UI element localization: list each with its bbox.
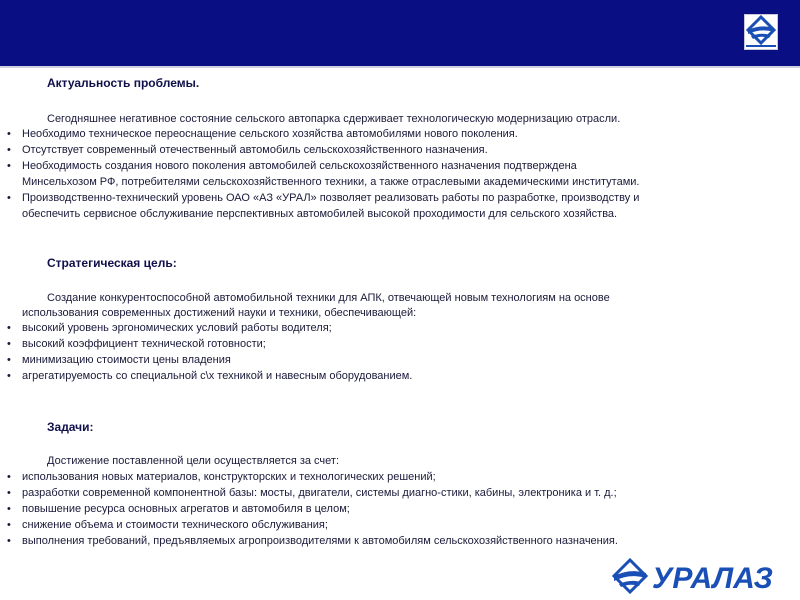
list-item: снижение объема и стоимости технического обслуживания; <box>22 519 328 531</box>
bullet-marker: • <box>7 519 11 531</box>
list-item: высокий уровень эргономических условий работы водителя; <box>22 322 332 334</box>
list-item: минимизацию стоимости цены владения <box>22 354 231 366</box>
logo-wordmark: УРАЛАЗ <box>652 562 773 594</box>
bullet-marker: • <box>7 487 11 499</box>
bullet-marker: • <box>7 144 11 156</box>
section-intro: Сегодняшнее негативное состояние сельского автопарка сдерживает технологическую модернизацию отрасли. <box>47 113 621 125</box>
list-item: использования новых материалов, конструкторских и технологических решений; <box>22 471 436 483</box>
ural-az-logo <box>612 558 794 594</box>
list-item: разработки современной компонентной базы: мосты, двигатели, системы диагно-стики, кабины, электроника и т. д.; <box>22 487 617 499</box>
bullet-marker: • <box>7 338 11 350</box>
section-heading-strategic-goal: Стратегическая цель: <box>47 256 177 270</box>
section-intro: Достижение поставленной цели осуществляется за счет: <box>47 455 340 467</box>
bullet-marker: • <box>7 370 11 382</box>
list-item: Отсутствует современный отечественный автомобиль сельскохозяйственного назначения. <box>22 144 488 156</box>
list-item: выполнения требований, предъявляемых агропроизводителями к автомобилям сельскохозяйственного назначения. <box>22 535 618 547</box>
section-heading-tasks: Задачи: <box>47 420 94 434</box>
list-item: высокий коэффициент технической готовности; <box>22 338 266 350</box>
list-item: повышение ресурса основных агрегатов и автомобиля в целом; <box>22 503 350 515</box>
section-intro-continuation: использования современных достижений науки и техники, обеспечивающей: <box>22 307 417 319</box>
bullet-marker: • <box>7 192 11 204</box>
list-item: Необходимо техническое переоснащение сельского хозяйства автомобилями нового поколения. <box>22 128 518 140</box>
bullet-marker: • <box>7 354 11 366</box>
section-heading-relevance: Актуальность проблемы. <box>47 76 200 90</box>
section-intro: Создание конкурентоспособной автомобильной техники для АПК, отвечающей новым технологиям на основе <box>47 292 610 304</box>
bullet-marker: • <box>7 128 11 140</box>
bullet-marker: • <box>7 160 11 172</box>
bullet-marker: • <box>7 322 11 334</box>
bullet-marker: • <box>7 503 11 515</box>
list-item-continuation: Минсельхозом РФ, потребителями сельскохозяйственного техники, а также отраслевыми академическими институтами. <box>22 176 640 188</box>
bullet-marker: • <box>7 535 11 547</box>
list-item: Производственно-технический уровень ОАО «АЗ «УРАЛ» позволяет реализовать работы по разработке, производству и <box>22 192 640 204</box>
bullet-marker: • <box>7 471 11 483</box>
list-item-continuation: обеспечить сервисное обслуживание перспективных автомобилей высокой проходимости для сельского хозяйства. <box>22 208 618 220</box>
list-item: агрегатируемость со специальной с\х техникой и навесным оборудованием. <box>22 370 413 382</box>
list-item: Необходимость создания нового поколения автомобилей сельскохозяйственного назначения подтверждена <box>22 160 577 172</box>
